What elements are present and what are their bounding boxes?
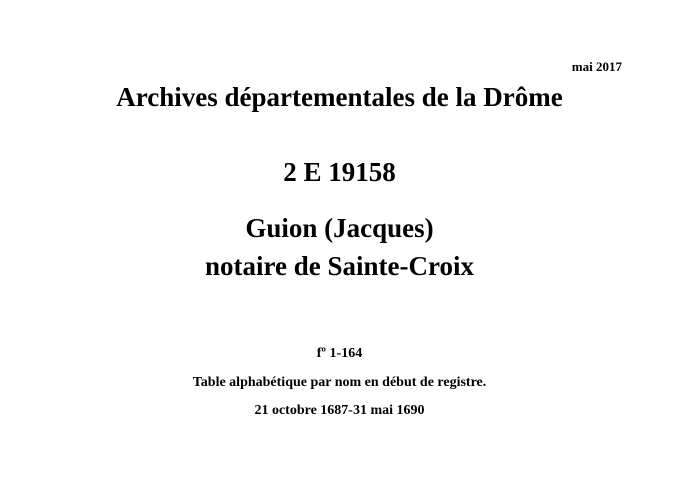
archive-reference: 2 E 19158 <box>283 157 396 187</box>
folio-range: fº 1-164 <box>316 346 363 361</box>
notary-name: Guion (Jacques) <box>245 213 434 243</box>
date-range: 21 octobre 1687-31 mai 1690 <box>254 403 425 418</box>
document-date: mai 2017 <box>571 59 622 74</box>
institution-title: Archives départementales de la Drôme <box>116 82 563 112</box>
register-description: Table alphabétique par nom en début de registre. <box>192 375 487 390</box>
notary-role: notaire de Sainte-Croix <box>205 251 474 281</box>
